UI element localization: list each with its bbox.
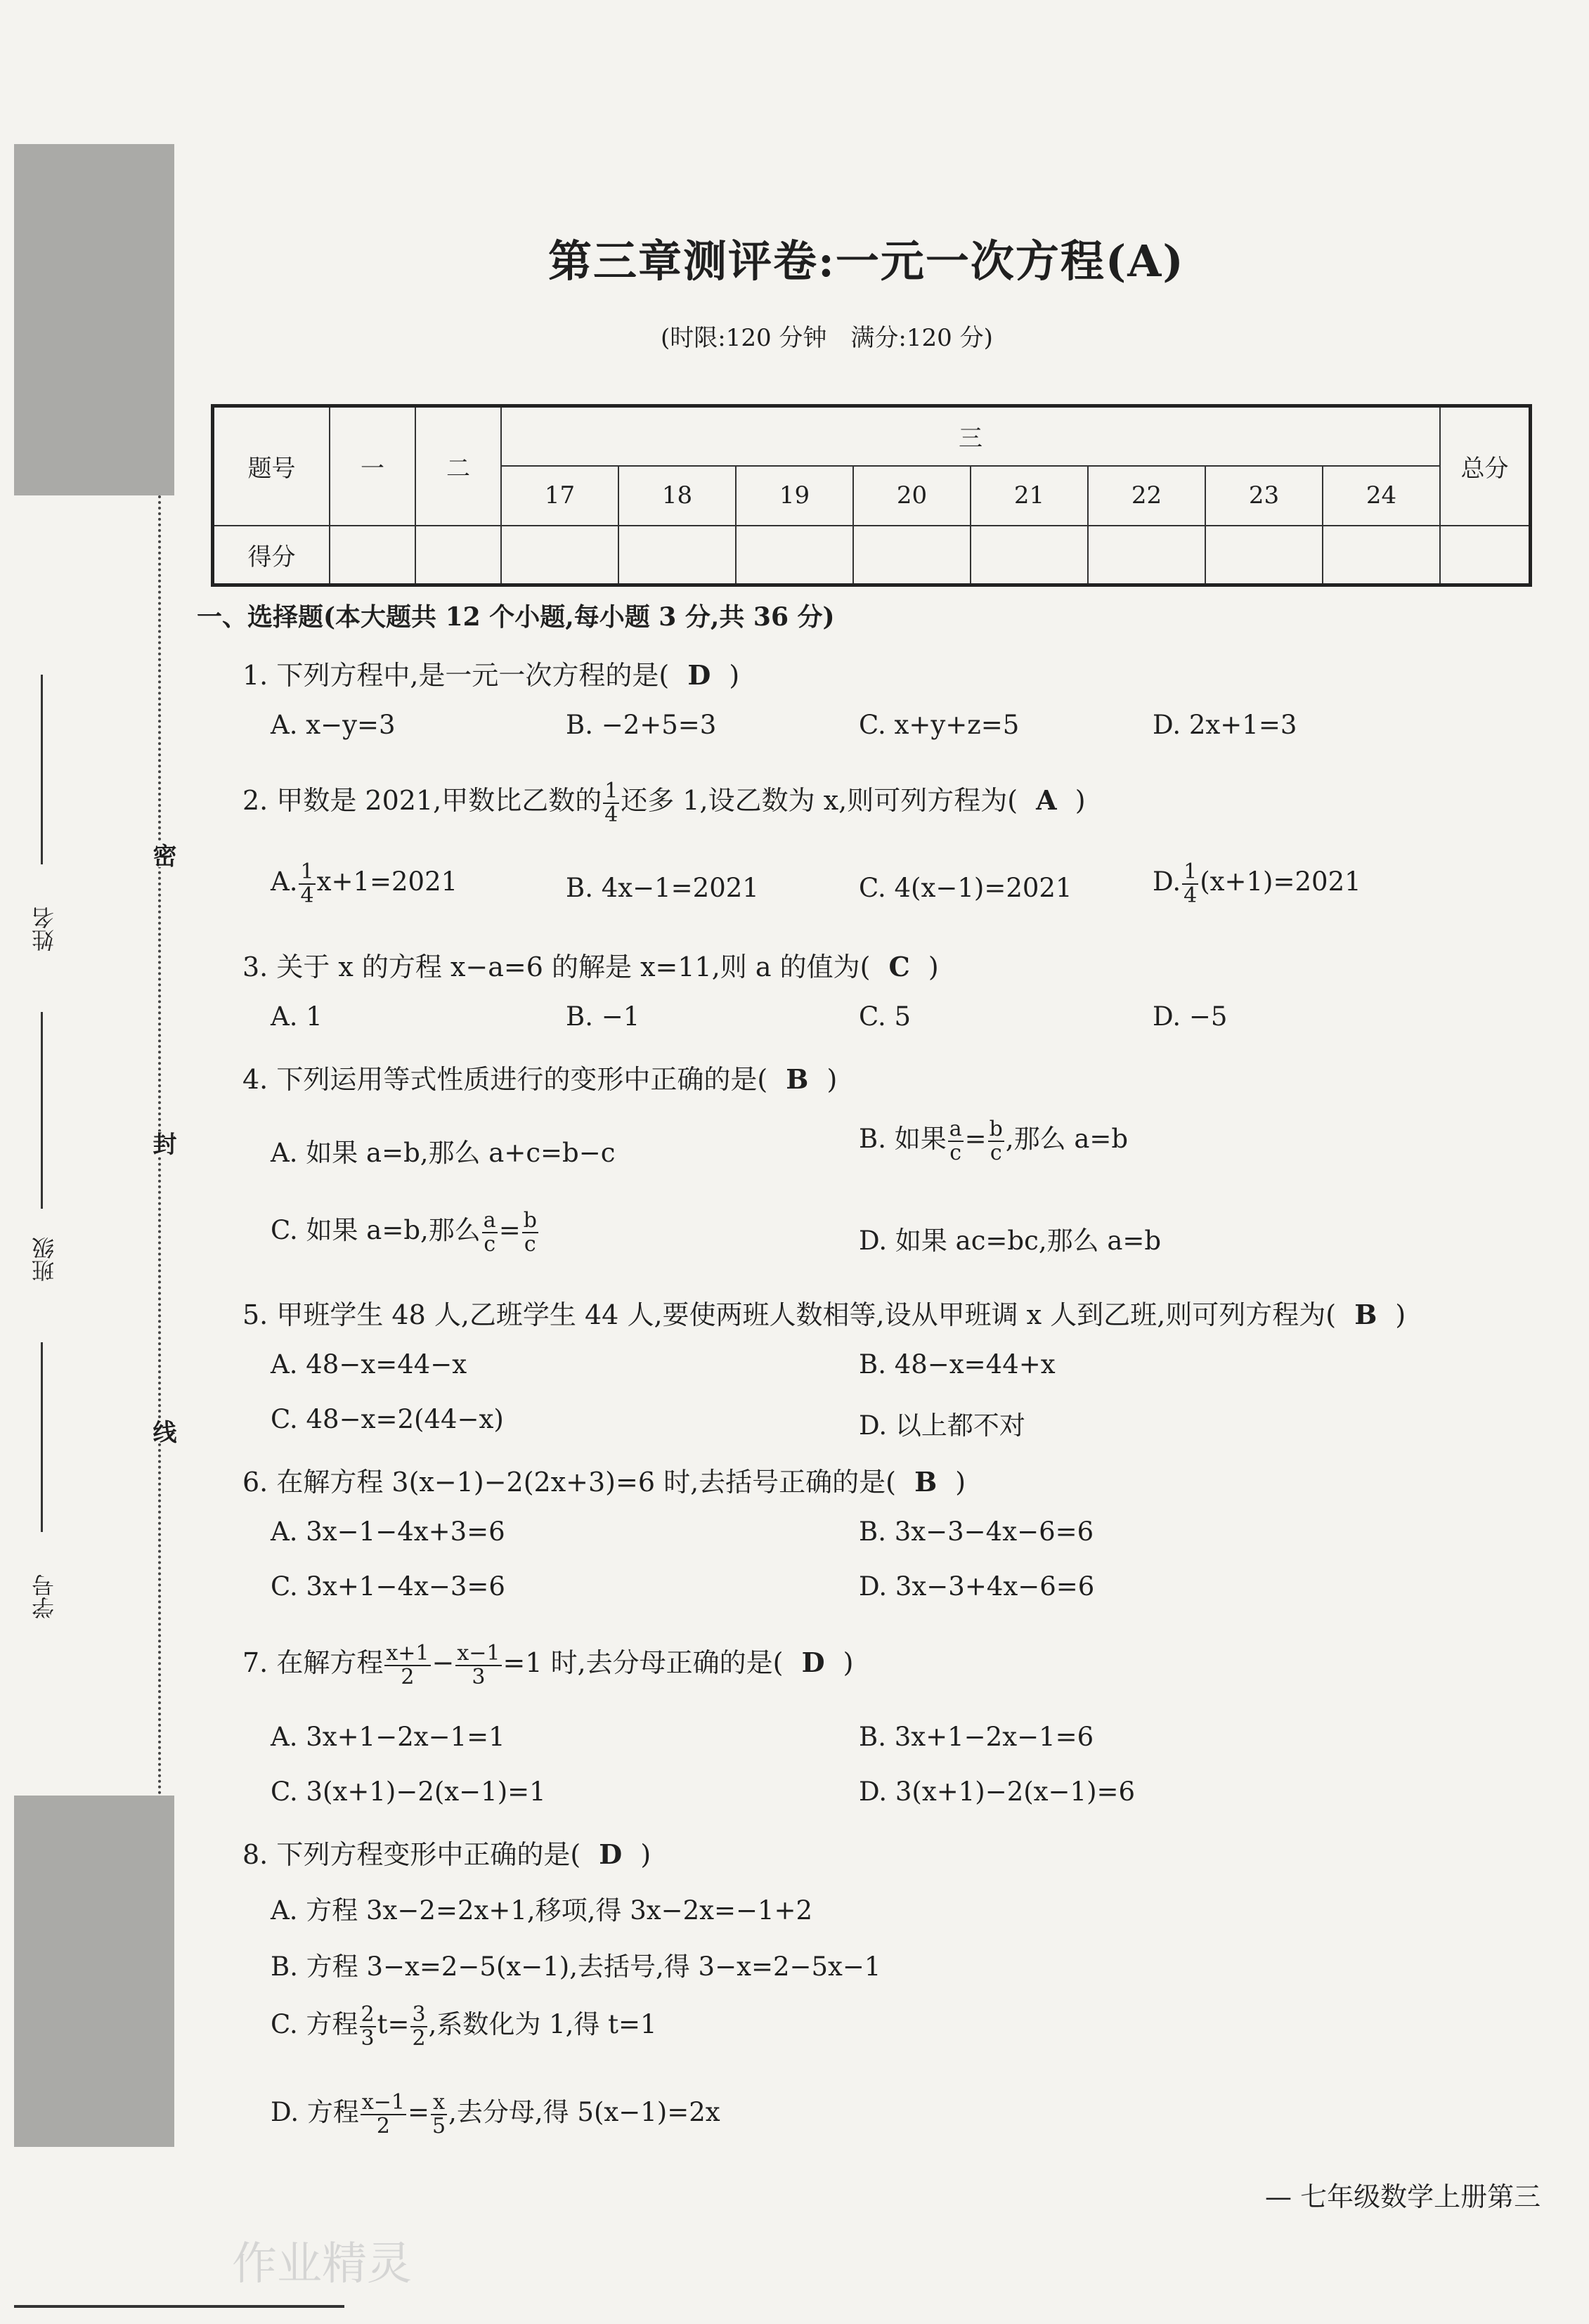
q4-b-post: ,那么 a=b bbox=[1005, 1124, 1129, 1154]
q2-frac-den: 4 bbox=[604, 802, 618, 827]
col-two: 二 bbox=[415, 406, 501, 526]
q2-fraction bbox=[603, 780, 619, 826]
score-cell[interactable] bbox=[853, 526, 971, 585]
q8-d-f2-num: x bbox=[431, 2091, 447, 2115]
q5-close: ) bbox=[1395, 1299, 1406, 1330]
q7-f2-den: 3 bbox=[472, 1664, 486, 1689]
q2-d-frac-den: 4 bbox=[1183, 883, 1198, 908]
sub-col-18: 18 bbox=[618, 466, 736, 526]
q7-option-d: D. 3(x+1)−2(x−1)=6 bbox=[859, 1777, 1136, 1807]
q5-option-c: C. 48−x=2(44−x) bbox=[271, 1404, 504, 1434]
q2-stem-b: 还多 1,设乙数为 x,则可列方程为( bbox=[621, 785, 1018, 816]
q2-a-text: x+1=2021 bbox=[316, 866, 458, 897]
q4-b-f1-den: c bbox=[949, 1140, 962, 1165]
q4-c-f2-num: b bbox=[523, 1208, 537, 1233]
q8-option-c bbox=[271, 2003, 657, 2049]
q2-a-frac-den: 4 bbox=[300, 883, 314, 908]
q4-b-f2-den: c bbox=[990, 1140, 1002, 1165]
q2-a-label: A. bbox=[271, 866, 298, 897]
col-three: 三 bbox=[501, 406, 1440, 466]
q4-option-d: D. 如果 ac=bc,那么 a=b bbox=[859, 1226, 1162, 1256]
q1-option-b: B. −2+5=3 bbox=[566, 710, 717, 740]
q7-frac2 bbox=[455, 1642, 501, 1688]
q3-stem: 3. 关于 x 的方程 x−a=6 的解是 x=11,则 a 的值为( bbox=[242, 952, 871, 982]
q4-c-frac2 bbox=[522, 1209, 538, 1255]
bottom-rule bbox=[14, 2305, 344, 2308]
question-4 bbox=[242, 1058, 837, 1096]
q8-c-post: ,系数化为 1,得 t=1 bbox=[428, 2009, 657, 2039]
name-line bbox=[41, 675, 43, 864]
q1-stem: 1. 下列方程中,是一元一次方程的是( bbox=[242, 660, 670, 691]
score-cell[interactable] bbox=[736, 526, 853, 585]
q8-c-frac1 bbox=[360, 2004, 376, 2049]
score-cell[interactable] bbox=[1323, 526, 1440, 585]
q8-d-f2-den: 5 bbox=[432, 2113, 446, 2138]
class-line bbox=[41, 1012, 43, 1209]
q5-option-a: A. 48−x=44−x bbox=[271, 1349, 467, 1380]
q7-f1-num: x+1 bbox=[386, 1641, 429, 1666]
row-label-number: 题号 bbox=[213, 406, 330, 526]
q2-a-frac-num: 1 bbox=[300, 859, 314, 884]
score-cell[interactable] bbox=[1088, 526, 1205, 585]
q7-option-b: B. 3x+1−2x−1=6 bbox=[859, 1722, 1094, 1752]
q2-d-label: D. bbox=[1153, 866, 1181, 897]
question-1 bbox=[242, 654, 739, 692]
q4-answer: B bbox=[786, 1063, 809, 1095]
q2-option-d bbox=[1153, 861, 1361, 907]
q4-c-pre: C. 如果 a=b,那么 bbox=[271, 1215, 481, 1245]
q8-d-post: ,去分母,得 5(x−1)=2x bbox=[448, 2097, 720, 2127]
q8-d-f1-den: 2 bbox=[376, 2113, 390, 2138]
q4-option-a: A. 如果 a=b,那么 a+c=b−c bbox=[271, 1138, 616, 1168]
page-title: 第三章测评卷:一元一次方程(A) bbox=[548, 235, 1185, 287]
question-5 bbox=[242, 1293, 1406, 1332]
q6-close: ) bbox=[955, 1467, 966, 1498]
q1-answer: D bbox=[687, 659, 711, 691]
question-2 bbox=[242, 779, 1086, 826]
q4-b-mid: = bbox=[964, 1124, 987, 1154]
q6-option-c: C. 3x+1−4x−3=6 bbox=[271, 1571, 505, 1602]
q8-d-frac2 bbox=[431, 2091, 447, 2137]
q4-b-frac1 bbox=[948, 1118, 964, 1164]
sub-col-17: 17 bbox=[501, 466, 618, 526]
q4-b-pre: B. 如果 bbox=[859, 1124, 947, 1154]
page-footer: — 七年级数学上册第三 bbox=[1265, 2181, 1541, 2212]
q7-frac1 bbox=[384, 1642, 430, 1688]
q6-option-d: D. 3x−3+4x−6=6 bbox=[859, 1571, 1095, 1602]
q3-option-b: B. −1 bbox=[566, 1001, 640, 1032]
sub-col-20: 20 bbox=[853, 466, 971, 526]
q1-option-c: C. x+y+z=5 bbox=[859, 710, 1020, 740]
q6-option-b: B. 3x−3−4x−6=6 bbox=[859, 1517, 1094, 1547]
q7-option-a: A. 3x+1−2x−1=1 bbox=[271, 1722, 505, 1752]
q2-d-fraction bbox=[1182, 861, 1198, 907]
question-6 bbox=[242, 1460, 966, 1499]
q4-option-c bbox=[271, 1209, 540, 1255]
q5-answer: B bbox=[1354, 1299, 1377, 1330]
q3-option-a: A. 1 bbox=[271, 1001, 323, 1032]
q1-close: ) bbox=[729, 660, 740, 691]
score-cell[interactable] bbox=[1440, 526, 1531, 585]
q2-a-fraction bbox=[299, 861, 315, 907]
q4-c-f1-den: c bbox=[484, 1231, 496, 1257]
sub-col-21: 21 bbox=[971, 466, 1088, 526]
q8-c-frac2 bbox=[410, 2004, 427, 2049]
q8-option-a: A. 方程 3x−2=2x+1,移项,得 3x−2x=−1+2 bbox=[271, 1895, 813, 1926]
q8-option-d bbox=[271, 2091, 720, 2137]
q8-c-f2-den: 2 bbox=[412, 2025, 426, 2051]
q3-answer: C bbox=[888, 951, 910, 982]
q4-b-f1-num: a bbox=[949, 1117, 962, 1141]
sub-col-24: 24 bbox=[1323, 466, 1440, 526]
sub-col-19: 19 bbox=[736, 466, 853, 526]
sub-col-23: 23 bbox=[1205, 466, 1323, 526]
q1-option-d: D. 2x+1=3 bbox=[1153, 710, 1297, 740]
student-id-line bbox=[41, 1342, 43, 1532]
section1-heading: 一、选择题(本大题共 12 个小题,每小题 3 分,共 36 分) bbox=[197, 602, 835, 632]
question-8 bbox=[242, 1833, 651, 1871]
score-cell[interactable] bbox=[1205, 526, 1323, 585]
q1-option-a: A. x−y=3 bbox=[271, 710, 396, 740]
q6-option-a: A. 3x−1−4x+3=6 bbox=[271, 1517, 505, 1547]
q2-option-a bbox=[271, 861, 458, 907]
q2-frac-num: 1 bbox=[604, 779, 618, 803]
q3-option-d: D. −5 bbox=[1153, 1001, 1228, 1032]
q2-d-frac-num: 1 bbox=[1183, 859, 1198, 884]
q2-stem-a: 2. 甲数是 2021,甲数比乙数的 bbox=[242, 785, 602, 816]
q7-f2-num: x−1 bbox=[457, 1641, 500, 1666]
q8-d-mid: = bbox=[408, 2097, 430, 2127]
q5-stem: 5. 甲班学生 48 人,乙班学生 44 人,要使两班人数相等,设从甲班调 x 人到乙班,则可列方程为( bbox=[242, 1299, 1337, 1330]
q4-option-b bbox=[859, 1117, 1128, 1164]
q2-option-c: C. 4(x−1)=2021 bbox=[859, 873, 1072, 903]
q3-close: ) bbox=[928, 952, 939, 982]
q8-d-pre: D. 方程 bbox=[271, 2097, 359, 2127]
q2-option-b: B. 4x−1=2021 bbox=[566, 873, 759, 903]
q4-c-frac1 bbox=[482, 1209, 498, 1255]
q6-stem: 6. 在解方程 3(x−1)−2(2x+3)=6 时,去括号正确的是( bbox=[242, 1467, 896, 1498]
q3-option-c: C. 5 bbox=[859, 1001, 912, 1032]
class-label: 班级 bbox=[31, 1237, 58, 1282]
q7-answer: D bbox=[801, 1647, 825, 1678]
score-cell[interactable] bbox=[971, 526, 1088, 585]
question-3 bbox=[242, 945, 939, 984]
sub-col-22: 22 bbox=[1088, 466, 1205, 526]
q5-option-d: D. 以上都不对 bbox=[859, 1410, 1025, 1441]
q4-c-f1-num: a bbox=[483, 1208, 496, 1233]
q7-option-c: C. 3(x+1)−2(x−1)=1 bbox=[271, 1777, 546, 1807]
name-label: 姓名 bbox=[31, 907, 58, 952]
score-cell[interactable] bbox=[415, 526, 501, 585]
q8-option-b: B. 方程 3−x=2−5(x−1),去括号,得 3−x=2−5x−1 bbox=[271, 1952, 881, 1982]
q6-answer: B bbox=[914, 1466, 938, 1498]
student-id-label: 学号 bbox=[31, 1574, 58, 1619]
page-subtitle: (时限:120 分钟 满分:120 分) bbox=[661, 324, 993, 352]
q4-c-mid: = bbox=[498, 1215, 521, 1245]
q7-f1-den: 2 bbox=[401, 1664, 415, 1689]
q8-c-pre: C. 方程 bbox=[271, 2009, 358, 2039]
q5-option-b: B. 48−x=44+x bbox=[859, 1349, 1056, 1380]
score-cell[interactable] bbox=[501, 526, 618, 585]
binding-strip-bottom bbox=[14, 1796, 174, 2147]
row-label-score: 得分 bbox=[213, 526, 330, 585]
q7-close: ) bbox=[843, 1647, 854, 1678]
q8-c-f2-num: 3 bbox=[412, 2002, 426, 2027]
q8-c-f1-num: 2 bbox=[361, 2002, 375, 2027]
q4-b-f2-num: b bbox=[989, 1117, 1003, 1141]
question-7 bbox=[242, 1641, 853, 1688]
q4-b-frac2 bbox=[988, 1118, 1004, 1164]
q2-close: ) bbox=[1075, 785, 1086, 816]
col-total: 总分 bbox=[1440, 406, 1531, 526]
score-table bbox=[211, 404, 1532, 587]
q7-minus: − bbox=[432, 1647, 455, 1678]
binding-feng: 封 bbox=[145, 1131, 180, 1155]
q4-stem: 4. 下列运用等式性质进行的变形中正确的是( bbox=[242, 1064, 768, 1095]
binding-mi: 密 bbox=[145, 843, 180, 867]
q2-d-text: (x+1)=2021 bbox=[1200, 866, 1361, 897]
q4-c-f2-den: c bbox=[524, 1231, 536, 1257]
q8-d-f1-num: x−1 bbox=[361, 2090, 406, 2115]
score-cell[interactable] bbox=[330, 526, 415, 585]
q7-stem-b: =1 时,去分母正确的是( bbox=[502, 1647, 784, 1678]
q8-close: ) bbox=[640, 1839, 651, 1870]
q7-stem-a: 7. 在解方程 bbox=[242, 1647, 384, 1678]
score-cell[interactable] bbox=[618, 526, 736, 585]
q8-c-f1-den: 3 bbox=[361, 2025, 375, 2051]
q8-stem: 8. 下列方程变形中正确的是( bbox=[242, 1839, 581, 1870]
col-one: 一 bbox=[330, 406, 415, 526]
q4-close: ) bbox=[826, 1064, 838, 1095]
binding-strip-top bbox=[14, 144, 174, 495]
q8-c-mid: t= bbox=[377, 2009, 410, 2039]
q8-d-frac1 bbox=[361, 2091, 406, 2137]
binding-xian: 线 bbox=[145, 1420, 180, 1443]
q2-answer: A bbox=[1036, 784, 1057, 816]
watermark: 作业精灵 bbox=[232, 2238, 412, 2290]
q8-answer: D bbox=[599, 1838, 623, 1870]
